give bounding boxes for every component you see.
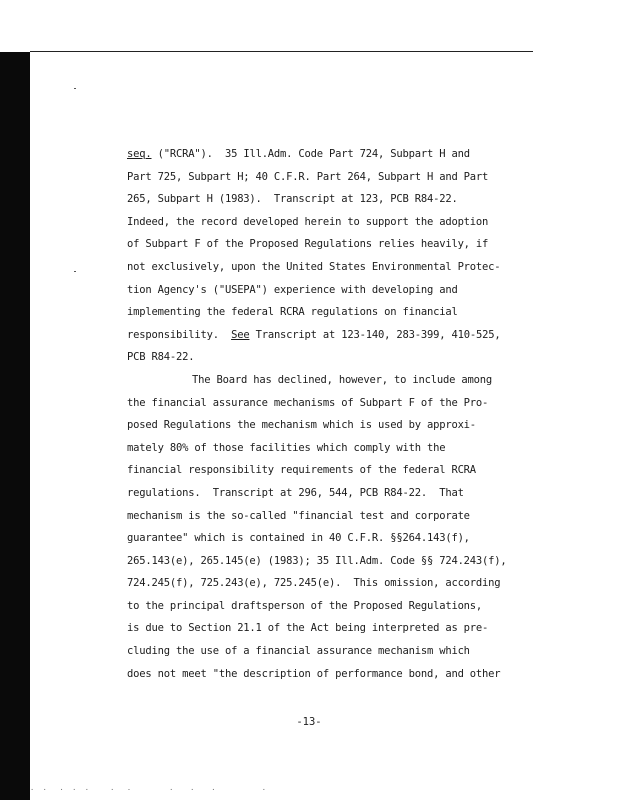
- text-line: Part 725, Subpart H; 40 C.F.R. Part 264, Subpart H and Part: [127, 170, 489, 183]
- text-line: not exclusively, upon the United States Environmental Protec-: [127, 260, 501, 273]
- top-rule: [30, 51, 533, 52]
- underlined-text: seq.: [127, 148, 152, 160]
- text-line: regulations. Transcript at 296, 544, PCB R84-22. That: [127, 486, 464, 499]
- underlined-text: See: [231, 328, 250, 341]
- text-run: responsibility.: [127, 328, 232, 341]
- text-line: is due to Section 21.1 of the Act being interpreted as pre-: [127, 622, 489, 635]
- text-line: Indeed, the record developed herein to support the adoption: [127, 215, 489, 228]
- scan-noise: . . . . . . . . . . .: [30, 784, 267, 792]
- text-line: PCB R84-22.: [127, 351, 195, 364]
- text-line: tion Agency's ("USEPA") experience with developing and: [127, 283, 458, 296]
- page-number: -13-: [296, 716, 322, 728]
- scan-edge-bar: [0, 52, 30, 800]
- paragraph-1: [127, 143, 547, 369]
- text-line: posed Regulations the mechanism which is used by approxi-: [127, 419, 476, 432]
- scan-speck: [74, 88, 76, 89]
- text-line: 724.245(f), 725.243(e), 725.245(e). This omission, according: [127, 577, 501, 590]
- text-line: 265, Subpart H (1983). Transcript at 123, PCB R84-22.: [127, 193, 458, 206]
- text-line: [127, 143, 547, 166]
- text-line: mechanism is the so-called "financial test and corporate: [127, 509, 470, 522]
- text-line: 265.143(e), 265.145(e) (1983); 35 Ill.Adm. Code §§ 724.243(f),: [127, 554, 507, 567]
- document-body: [127, 143, 547, 685]
- text-line: The Board has declined, however, to include among: [192, 373, 492, 386]
- text-run: Transcript at 123-140, 283-399, 410-525,: [249, 328, 501, 341]
- text-line: mately 80% of those facilities which comply with the: [127, 441, 446, 454]
- text-line: to the principal draftsperson of the Proposed Regulations,: [127, 599, 483, 612]
- text-line: [127, 324, 547, 347]
- text-line: implementing the federal RCRA regulations on financial: [127, 306, 458, 319]
- text-line: does not meet "the description of performance bond, and other: [127, 667, 501, 680]
- text-line: of Subpart F of the Proposed Regulations relies heavily, if: [127, 238, 489, 251]
- text-run: ("RCRA"). 35 Ill.Adm. Code Part 724, Subpart H and: [151, 148, 470, 160]
- text-line: financial responsibility requirements of the federal RCRA: [127, 464, 476, 477]
- text-line: guarantee" which is contained in 40 C.F.R. §§264.143(f),: [127, 532, 470, 545]
- scan-speck: [74, 271, 76, 272]
- paragraph-2: [127, 369, 547, 685]
- text-line: cluding the use of a financial assurance mechanism which: [127, 645, 470, 658]
- text-line: the financial assurance mechanisms of Subpart F of the Pro-: [127, 396, 489, 409]
